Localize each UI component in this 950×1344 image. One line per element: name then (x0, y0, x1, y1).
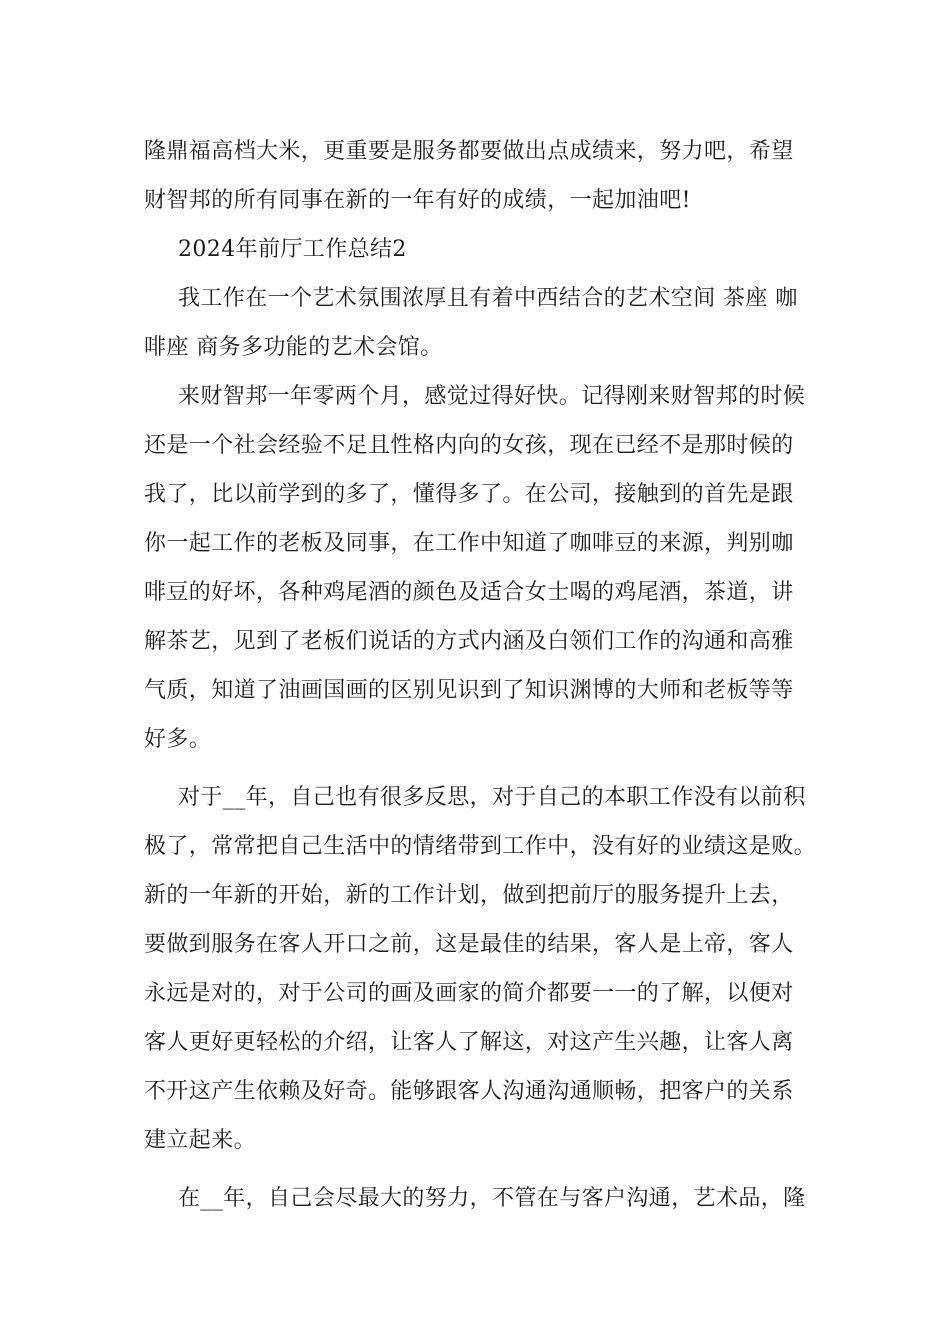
paragraph-line: 对于__年，自己也有很多反思，对于自己的本职工作没有以前积 (178, 785, 806, 810)
paragraph-line: 气质，知道了油画国画的区别见识到了知识渊博的大师和老板等等 (144, 678, 794, 703)
document-body (144, 134, 844, 1230)
paragraph-line: 啡座 商务多功能的艺术会馆。 (144, 335, 443, 360)
paragraph-line: 财智邦的所有同事在新的一年有好的成绩，一起加油吧! (144, 188, 691, 213)
paragraph-line: 还是一个社会经验不足且性格内向的女孩，现在已经不是那时候的 (144, 433, 794, 458)
paragraph-line: 新的一年新的开始，新的工作计划，做到把前厅的服务提升上去， (144, 883, 794, 908)
paragraph-line: 客人更好更轻松的介绍，让客人了解这，对这产生兴趣，让客人离 (144, 1030, 794, 1055)
paragraph-line: 在__年，自己会尽最大的努力，不管在与客户沟通，艺术品，隆 (178, 1186, 806, 1211)
paragraph-line: 解茶艺，见到了老板们说话的方式内涵及白领们工作的沟通和高雅 (144, 629, 794, 654)
paragraph-line: 极了，常常把自己生活中的情绪带到工作中，没有好的业绩这是败。 (144, 834, 817, 859)
paragraph-line: 好多。 (144, 727, 212, 752)
paragraph-line: 不开这产生依赖及好奇。能够跟客人沟通沟通顺畅，把客户的关系 (144, 1079, 794, 1104)
paragraph-line: 要做到服务在客人开口之前，这是最佳的结果，客人是上帝，客人 (144, 932, 794, 957)
paragraph-line: 啡豆的好坏，各种鸡尾酒的颜色及适合女士喝的鸡尾酒，茶道，讲 (144, 580, 794, 605)
paragraph-line: 我了，比以前学到的多了，懂得多了。在公司，接触到的首先是跟 (144, 482, 794, 507)
paragraph-line: 隆鼎福高档大米，更重要是服务都要做出点成绩来，努力吧，希望 (144, 139, 794, 164)
paragraph-line: 你一起工作的老板及同事，在工作中知道了咖啡豆的来源，判别咖 (144, 531, 794, 556)
paragraph-line: 永远是对的，对于公司的画及画家的简介都要一一的了解，以便对 (144, 981, 794, 1006)
paragraph-line: 建立起来。 (144, 1128, 257, 1153)
paragraph-line: 来财智邦一年零两个月，感觉过得好快。记得刚来财智邦的时候 (178, 384, 806, 409)
section-heading: 2024年前厅工作总结2 (178, 237, 407, 262)
paragraph-line: 我工作在一个艺术氛围浓厚且有着中西结合的艺术空间 茶座 咖 (178, 286, 798, 311)
